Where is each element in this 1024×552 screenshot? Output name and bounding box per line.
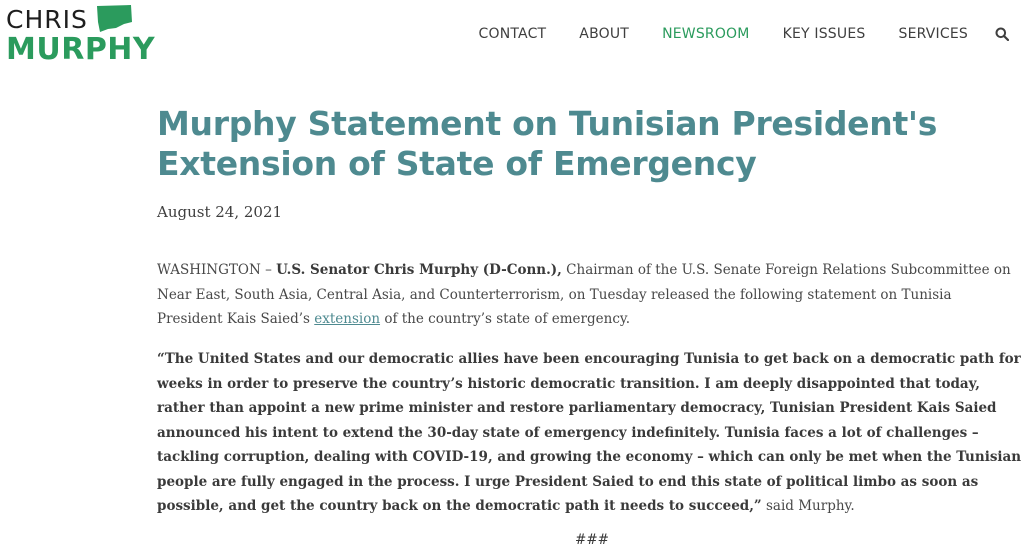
logo-text-chris: CHRIS [6, 5, 88, 34]
page-title: Murphy Statement on Tunisian President's Extension of State of Emergency [157, 104, 938, 183]
main-nav [446, 22, 1011, 46]
extension-link[interactable]: extension [314, 311, 381, 327]
end-mark: ### [575, 532, 609, 548]
intro-text-end: of the country’s state of emergency. [380, 311, 630, 327]
nav-item-newsroom[interactable]: NEWSROOM [662, 26, 750, 42]
quote-text: “The United States and our democratic allies have been encouraging Tunisia to get back on a democratic path for weeks in order to preserve the country’s historic democratic transition. I am deeply disappointed that today, rather than appoint a new prime minister and restore parliamentary democracy, Tunisian President Kais Saied announced his intent to extend the 30-day state of emergency indefinitely. Tunisia faces a lot of challenges – tackling corruption, dealing with COVID-19, and growing the economy – which can only be met when the Tunisian people are fully engaged in the process. I urge President Saied to end this state of political limbo as soon as possible, and get the country back on the democratic path it needs to succeed,” [157, 351, 1022, 514]
dateline: WASHINGTON – [157, 262, 277, 278]
press-release [157, 104, 1024, 548]
nav-item-key-issues[interactable]: KEY ISSUES [782, 26, 866, 42]
senator-name: U.S. Senator Chris Murphy (D-Conn.), [276, 262, 562, 278]
logo-text-murphy: MURPHY [6, 32, 156, 67]
quote-attribution: said Murphy. [761, 498, 855, 514]
nav-item-about[interactable]: ABOUT [579, 26, 630, 42]
statement-quote [157, 347, 1023, 519]
intro-text: Chairman of the U.S. Senate Foreign Relations Subcommittee on Near East, South Asia, Central Asia, and Counterterrorism, on Tuesday released the following statement on Tunisia President Kais Saied’s [157, 262, 1011, 327]
publish-date: August 24, 2021 [157, 203, 283, 221]
connecticut-state-icon [94, 4, 134, 34]
nav-item-services[interactable]: SERVICES [898, 26, 968, 42]
intro-paragraph [157, 258, 1017, 332]
nav-item-contact[interactable]: CONTACT [478, 26, 547, 42]
search-icon-glyph [995, 27, 1009, 41]
site-logo[interactable] [6, 4, 176, 70]
search-icon[interactable] [994, 26, 1010, 42]
